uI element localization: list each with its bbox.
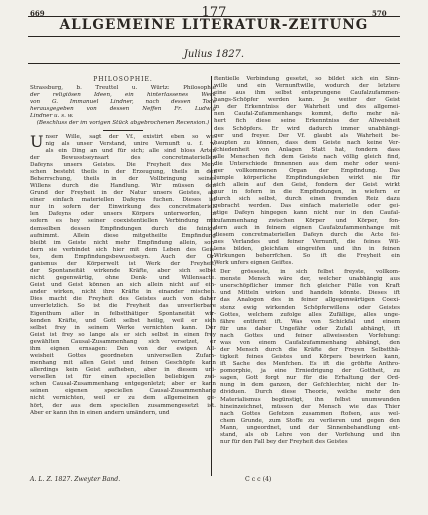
body-line: durch sich selbst, durch einen fremden Reiz dazu <box>214 196 400 203</box>
continuation-note: (Beschluss der im vorigen Stück abgebrochenen Recension.) <box>36 120 210 127</box>
date-rule <box>28 63 400 64</box>
body-line: Dafeyns unsers Geistes. Die Freyheit des Men- <box>30 161 216 168</box>
body-line: selbst frey in seinem Werke vernichten kann. Der <box>30 324 216 331</box>
body-line: haupten zu können, dass dem Geiste nach keine Ver- <box>214 139 400 146</box>
body-line: der Spontaneität wirkende Kräfte, aber sich selbst <box>30 268 216 275</box>
body-line: und Mitteln wirken und handeln könnte. Dieses ift <box>220 290 400 297</box>
body-line: nach Gottes und feiner allweisesten Vorfehung: <box>220 332 400 339</box>
body-line: ftentielle Verbindung gesetzt, so bildet sich ein Sinn- <box>214 76 400 82</box>
left-column <box>30 76 216 417</box>
body-line: das Analogon des in feiner allgegenwärtigen Coexi- <box>220 297 400 304</box>
body-line: demselben dessen Empfindungen durch die feinige <box>30 225 216 232</box>
body-line: nach Gottes Gefetzen zusammen ftofsen, aus wel- <box>220 410 400 417</box>
body-line: Geist und Geist können an sich allein nicht auf ein- <box>30 282 216 289</box>
body-line: in der Erkenntniss der Wahrheit und des allgemei- <box>214 104 400 111</box>
body-line: hört, der aus dem speciellen zusammengesetzt ist. <box>30 402 216 409</box>
body-line: nes Verlandes und feiner Vernunft, die feines Wil- <box>214 238 400 245</box>
body-line: Mann, ungeordnet, und der Sinnenbehandlung ent- <box>220 424 400 431</box>
body-line: ger und freyer. Der Vf. glaubt als Wahrheit be- <box>214 132 400 139</box>
review-body <box>30 131 216 417</box>
citation-line: Strassburg, b. Treuttel u. Würtz: Philosophie <box>30 85 216 92</box>
footer-signature: C c c (4) <box>245 476 272 483</box>
left-body-lines <box>30 131 216 417</box>
body-line: die Unterschiede fmnennen aus dem mehr oder weni- <box>214 160 400 167</box>
body-line: Aber er kann ihn in einen andern umändern, und <box>30 409 170 416</box>
body-line: diesem concretmateriellen Dafeyn durch die Acte fei- <box>214 231 400 238</box>
body-line: wille und ein Vernunftwille, wodurch der letztere <box>214 83 400 90</box>
body-line: sich allein auf den Geist, fondern der Geist wirkt <box>214 182 400 189</box>
body-line: fähre entfernt ift. Was von Schickfal und einem <box>220 318 400 325</box>
masthead-bottom-rule <box>28 36 400 37</box>
body-line: nur für den Fall bey der Freyheit des Geistes <box>220 438 348 445</box>
body-line: bleibt im Geiste nicht mehr Empfindung allein, son- <box>30 239 216 246</box>
body-line: was von einem Caufalzufammenhang abhängt, den <box>220 339 400 346</box>
body-line: pomorphie, ja eine Erniedrigung der Gottheit, zu <box>220 368 400 375</box>
body-line: menste Mensch wäre der, welcher unabhängig aus <box>220 276 400 283</box>
body-line: tigkeit feines Geistes und Körpers bewirken kann, <box>220 354 400 361</box>
body-line: nig als unser Verstand, unire Vernunft u. f. w. <box>45 140 216 147</box>
body-line: nser Wille, sagt der Vf., existirt eben so we- <box>45 133 216 140</box>
body-line: sofern es hey seiner coexistentiellen Verbindung mit <box>30 218 216 225</box>
drop-cap: U <box>30 131 44 151</box>
page-number-right: 570 <box>372 9 387 18</box>
body-line: ganismus der Körperwelt ist Werk der Freyheit, <box>30 260 216 267</box>
body-line: dividuen. Durch diese Theorie, welche mehr den <box>220 389 400 396</box>
citation-line: der religiösen Ideen, ein hinterlassenes Werk <box>30 92 216 99</box>
body-line: nen Caufal-Zufammenhangs kommt, defto mehr nä- <box>214 111 400 118</box>
body-line: Grund der Freyheit in der Natur unsers Geistes, als <box>30 190 216 197</box>
body-line: Willens durch die Handlung. Wir müssen den <box>30 183 216 190</box>
issue-date: Julius 1827. <box>183 49 245 60</box>
body-line: der Bewusstseynsart des concretmateriellen <box>30 154 216 161</box>
body-line: einer einfach materiellen Dafeyns fuchen. Dieses ist <box>30 197 216 204</box>
body-line: Werk unfers eignen Geiftes. <box>214 260 294 267</box>
section-heading: PHILOSOPHIE. <box>93 76 153 83</box>
body-line: der Mensch durch die Kräfte der Freyen Selbstthä- <box>220 346 400 353</box>
body-line: ander wirken, nicht ihre Kräfte in einander mischen. <box>30 289 216 296</box>
body-line: stand, als ob Lehre von der Vorfehung und ihn <box>220 431 400 438</box>
body-line: des Schöpfers. Er wird dadurch immer unabhängi- <box>214 125 400 132</box>
body-line: kenden Kräfte, und Gott selbst heilig, weil er sich <box>30 317 216 324</box>
page-number-left: 669 <box>30 9 45 18</box>
body-line: nur in sofern der Einwirkung des concretmateriel- <box>30 204 216 211</box>
body-line: Eigenthum aller in felbstthätiger Spontaneität wir- <box>30 310 216 317</box>
masthead-title: ALLGEMEINE LITERATUR-ZEITUNG <box>59 17 369 33</box>
body-line: Materialismus begünstigt, ihn felbst unumwunden <box>220 396 400 403</box>
right-body-lines-bottom <box>214 269 400 446</box>
body-line: Der grösseste, in sich felbst freyste, vollkom- <box>220 269 400 276</box>
review-citation <box>30 85 216 120</box>
body-line: Wirkungen beherrfchen. So ift die Freyheit ein <box>214 252 400 259</box>
body-line: Gottes, welchem zufolge alles Zufällige, alles unge- <box>220 311 400 318</box>
body-line: dern auch in feinem eignen Caufalzufammenhange mit <box>214 224 400 231</box>
body-line: zufammenhang zwischen Körper und Körper, fon- <box>214 217 400 224</box>
body-line: gebracht werden. Das einfach materielle oder gei- <box>214 203 400 210</box>
body-line: Iumple körperliche Empfindungsleben wirkt nie für <box>214 175 400 182</box>
body-line: seinen eigenen speciellen Causal-Zusammenhang <box>30 388 216 395</box>
body-line: unverletzlich. So ist die Freyheit das unverlierbare <box>30 303 216 310</box>
body-line: weisheit Gottes geordneten universellen Zufam- <box>30 352 216 359</box>
issue-number: 177 <box>201 5 227 20</box>
body-line: ift Sache des Menfchen. Es ift die gröbfte Anthro- <box>220 361 400 368</box>
body-line: nicht gegenwärtig, ohne Denk- und Willensacte. <box>30 275 216 282</box>
footer-volume: A. L. Z. 1827. Zweyter Band. <box>30 476 121 483</box>
right-body-lines-top <box>214 76 400 267</box>
body-line: stenz ewig wirkenden Schöpferwillens oder Geistes <box>220 304 400 311</box>
body-line: dern sie verbindet sich hier mit dem Leben des Geis- <box>30 246 216 253</box>
short-divider <box>103 130 143 131</box>
body-line: nung in dem ganzen, der Gefchlechter, nicht der In- <box>220 382 400 389</box>
body-line: chem Grunde, zum Stoffe zu verlieren und gegen den <box>220 417 400 424</box>
body-line: für uns daher Ungefähr oder Zufall abhängt, ift <box>220 325 400 332</box>
body-line: hert fich diese seine Erkenntniss der Allweisheit <box>214 118 400 125</box>
body-line: schen Causal-Zusammenhang entgegenletzt; aber er kann <box>30 381 216 388</box>
body-line: gewählten Causal-Zusammenhang sich versetzet, er <box>30 338 216 345</box>
body-line: sagen, Gott forgt nur für die Erhaltung der Ord- <box>220 375 400 382</box>
body-line: stige Dafeyn hingegen kann nicht nur in den Caufal- <box>214 210 400 217</box>
citation-line: herausgegeben von dessen Neffen Fr. Ludwig <box>30 106 216 113</box>
body-line: alle Menschen fich dem Geiste nach völlig gleich find, <box>214 153 400 160</box>
body-line: Dies macht die Freyheit des Geistes auch von daher <box>30 296 216 303</box>
body-line: als ein Ding an und für sich; alle sind bloss Arten <box>45 147 216 154</box>
citation-line: von G. Immanuel Lindner, nach dessen Tode <box>30 99 216 106</box>
body-line: menhang mit allen Geist und feinen Geschöpfe kann <box>30 360 216 367</box>
body-line: tes, dem Empfindungsbewusstseyn. Auch der Or- <box>30 253 216 260</box>
body-line: versellen ist für einen speciellen beliebigen zwi- <box>30 374 216 381</box>
body-line: schen besteht theils in der Erzeugung, theils in der <box>30 168 216 175</box>
body-line: Beherrschung, theils in der Vollbringung seines <box>30 176 216 183</box>
body-line: hineinzeichnet, müssen der Mensch wie das Thier <box>220 403 400 410</box>
body-line: aufnimmt. Allein diese mitgetheilte Empfindung <box>30 232 216 239</box>
body-line: ihm eignen ernsagen: Den von der ewigen All- <box>30 345 216 352</box>
body-line: unerschöpflicher immer fich gleicher Fülle von Kraft <box>220 283 400 290</box>
body-line: nur in fofern in die Empfindungen, in wiefern er <box>214 189 400 196</box>
body-line: fchiedenheit von Anlagen Statt hat, fondern dass <box>214 146 400 153</box>
body-line: lens bilden, gleichfam eingreifen und ihn in feinen <box>214 245 400 252</box>
body-line: hangs-Schöpfer werden kann. Je weiter der Geist <box>214 97 400 104</box>
body-line: Geist ist frey so lange als er sich selbst in einen frey <box>30 331 216 338</box>
right-column <box>214 76 400 446</box>
body-line: len Dafeyns oder unsers Körpers unterworfen, in <box>30 211 216 218</box>
body-line: eine aus ihm selbst entsprungene Caufalzufammen- <box>214 90 400 97</box>
citation-line: Lindner u. s. w. <box>30 113 74 120</box>
body-line: nicht vernichten, weil er zu dem allgemeinen ge- <box>30 395 216 402</box>
body-line: allerdings kein Geist aufheben, aber in diesem uni- <box>30 367 216 374</box>
body-line: ger vollkommenen Organ der Empfindung. Das <box>214 168 400 175</box>
